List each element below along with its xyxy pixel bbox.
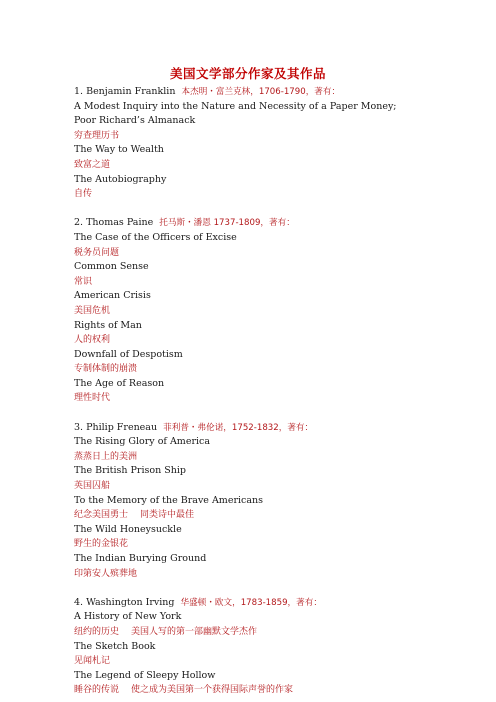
work-title-cn-text: 美国危机 [74, 305, 111, 316]
work-title-cn [74, 508, 434, 523]
author-name: 4. Washington Irving [74, 596, 175, 608]
work-title-cn [74, 567, 434, 582]
work-title-cn-text: 理性时代 [74, 393, 111, 404]
work-title-cn [74, 479, 434, 494]
work-title-cn [74, 304, 434, 319]
work-title-cn [74, 246, 434, 261]
work-title-en: Poor Richard’s Almanack [74, 115, 196, 127]
work-title-en: To the Memory of the Brave Americans [74, 494, 263, 506]
document-body [74, 85, 434, 698]
author-header [74, 421, 434, 436]
author-name: 3. Philip Freneau [74, 421, 158, 433]
work-title-cn [74, 187, 434, 202]
work-title-cn [74, 450, 434, 465]
work-title-cn-text: 野生的金银花 [74, 539, 129, 550]
work-title-cn-text: 自传 [74, 189, 93, 200]
work-title-cn [74, 625, 434, 640]
work-title-en: Downfall of Despotism [74, 348, 183, 360]
section-gap [74, 202, 434, 217]
work-title-en: A History of New York [74, 611, 182, 623]
author-name: 1. Benjamin Franklin [74, 86, 176, 97]
work-title-cn-text: 印第安人殡葬地 [74, 568, 138, 579]
work-title-cn [74, 391, 434, 406]
work-title-cn [74, 129, 434, 144]
work-title-en: Common Sense [74, 261, 149, 273]
work-title-cn-text: 纪念美国勇士 [74, 510, 129, 521]
work-title-cn-text: 致富之道 [74, 159, 111, 170]
section-gap [74, 406, 434, 421]
section-gap [74, 581, 434, 596]
work-title-cn [74, 537, 434, 552]
author-header [74, 596, 434, 611]
author-details: 菲利普・弗伦诺，1752-1832，著有： [163, 422, 314, 433]
work-title-en: The Way to Wealth [74, 144, 164, 156]
work-title-en: A Modest Inquiry into the Nature and Necessity of a Paper Money; [74, 100, 397, 112]
page-title: 美国文学部分作家及其作品 [169, 66, 326, 81]
work-title-cn [74, 158, 434, 173]
work-title-cn [74, 362, 434, 377]
work-title-cn-text: 人的权利 [74, 335, 111, 346]
work-title-cn [74, 683, 434, 698]
work-title-en: The Age of Reason [74, 377, 165, 389]
work-title-en: The Legend of Sleepy Hollow [74, 669, 216, 681]
work-title-cn-text: 常识 [74, 276, 93, 287]
author-details: 本杰明・富兰克林，1706-1790，著有： [181, 87, 341, 97]
work-title-cn [74, 275, 434, 290]
work-note: 同类诗中最佳 [140, 510, 195, 521]
author-header [74, 85, 434, 100]
author-details: 托马斯・潘恩 1737-1809，著有： [159, 218, 295, 229]
work-title-en: The Autobiography [74, 173, 167, 185]
work-title-en: The British Prison Ship [74, 465, 186, 477]
work-title-cn-text: 税务员问题 [74, 247, 120, 258]
work-title-en: Rights of Man [74, 319, 142, 331]
work-title-cn-text: 英国囚船 [74, 481, 111, 492]
work-title-cn [74, 333, 434, 348]
work-title-en: The Rising Glory of America [74, 436, 211, 448]
work-title-cn-text: 睡谷的传说 [74, 685, 120, 696]
author-name: 2. Thomas Paine [74, 217, 154, 229]
work-title-en: The Indian Burying Ground [74, 553, 207, 564]
work-note: 使之成为美国第一个获得国际声誉的作家 [131, 685, 294, 696]
work-title-cn-text: 穷查理历书 [74, 130, 120, 141]
work-title-en: The Sketch Book [74, 640, 156, 652]
work-title-cn-text: 蒸蒸日上的美洲 [74, 451, 138, 462]
work-note: 美国人写的第一部幽默文学杰作 [131, 626, 258, 637]
author-header [74, 216, 434, 231]
work-title-cn [74, 654, 434, 669]
work-title-cn-text: 纽约的历史 [74, 626, 120, 637]
work-title-en: American Crisis [74, 290, 151, 302]
author-details: 华盛顿・欧文，1783-1859，著有： [180, 597, 322, 608]
work-title-cn-text: 专制体制的崩溃 [74, 364, 138, 375]
work-title-cn-text: 见闻札记 [74, 656, 111, 667]
work-title-en: The Wild Honeysuckle [74, 523, 182, 535]
work-title-en: The Case of the Officers of Excise [74, 231, 237, 243]
